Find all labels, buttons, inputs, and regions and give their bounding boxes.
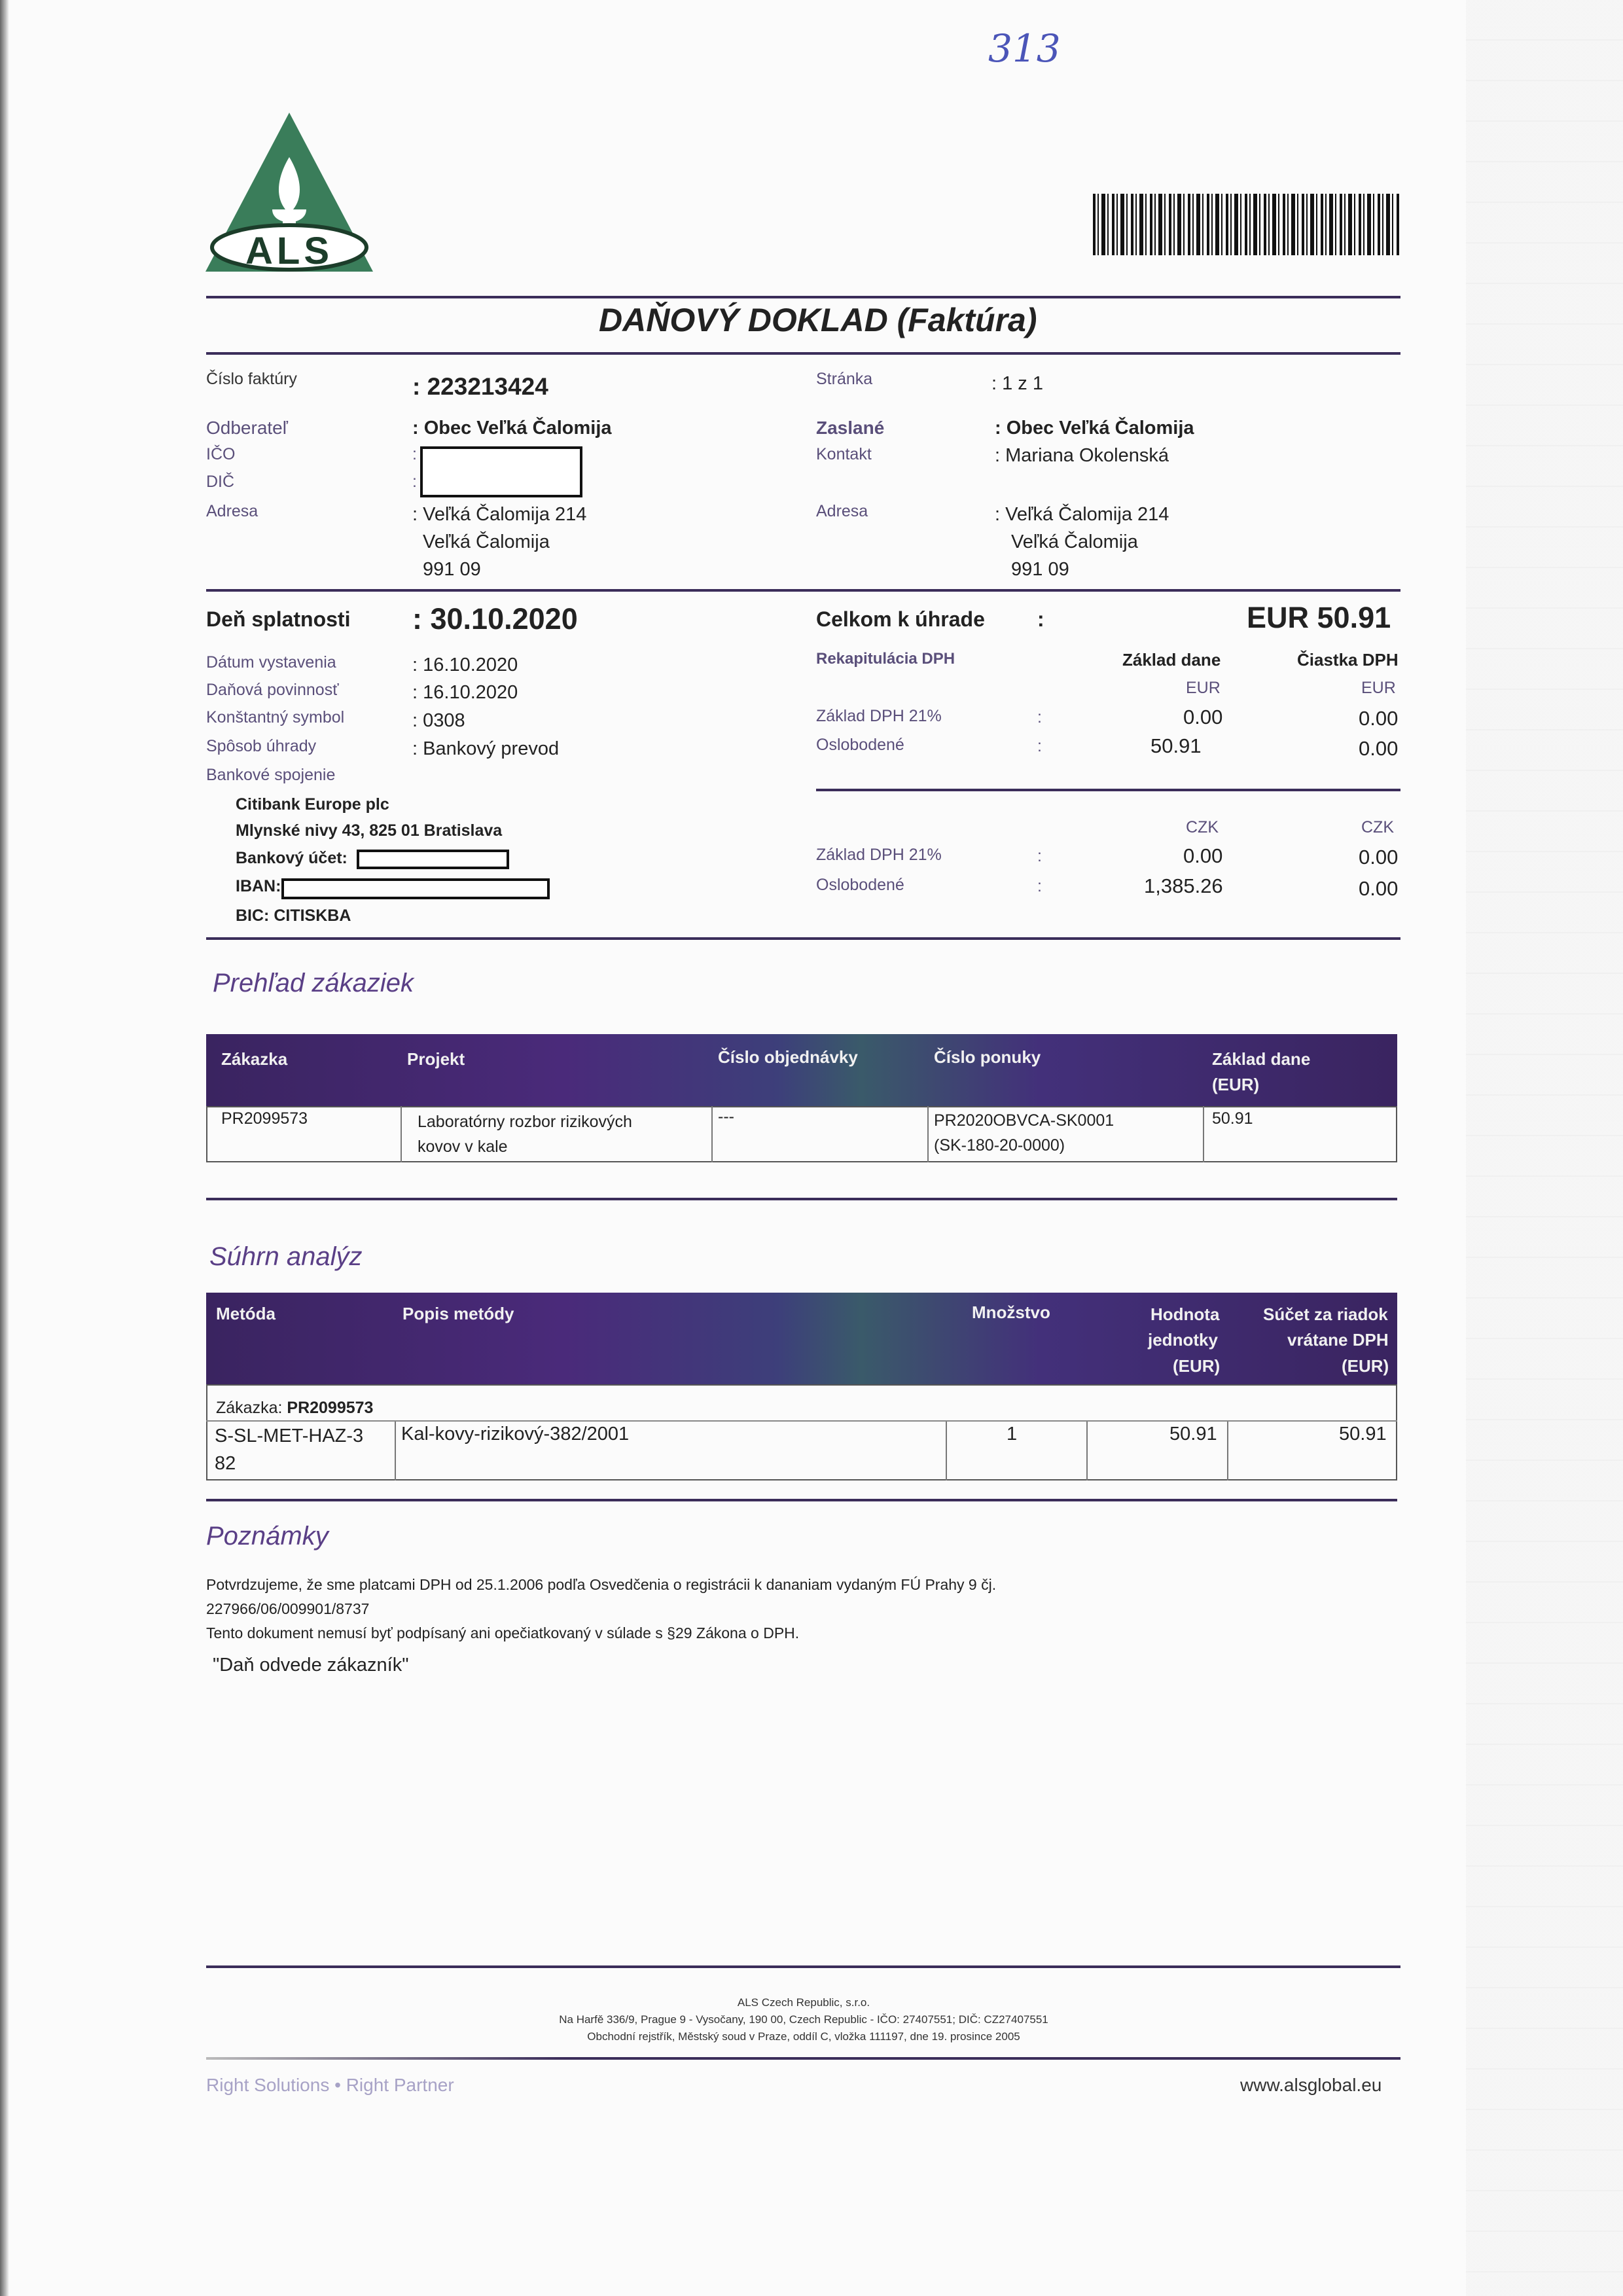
orders-section-title: Prehľad zákaziek (213, 969, 414, 997)
document-title: DAŇOVÝ DOKLAD (Faktúra) (599, 302, 1037, 338)
title-bottom-rule (206, 352, 1400, 355)
vat-eur-row-1-colon: : (1037, 708, 1042, 726)
vat-czk-row-1-colon: : (1037, 847, 1042, 865)
vat-eur-row-2-base: 50.91 (1150, 734, 1202, 757)
sent-value: : Obec Veľká Čalomija (995, 418, 1194, 439)
address2-line-1: : Veľká Čalomija 214 (995, 504, 1169, 525)
redacted-ico-dic (420, 446, 582, 497)
orders-header-po: Číslo objednávky (718, 1047, 858, 1067)
vat-eur-row-1-label: Základ DPH 21% (816, 707, 942, 725)
symbol-value: : 0308 (412, 710, 465, 731)
vat-base-header: Základ dane (1122, 650, 1221, 670)
logo-text: ALS (245, 230, 333, 272)
orders-col-sep-4 (1203, 1106, 1204, 1162)
bic: BIC: CITISKBA (236, 906, 351, 925)
orders-cell-project-2: kovov v kale (418, 1138, 508, 1156)
handwritten-page-number: 313 (988, 26, 1061, 71)
barcode (1093, 194, 1400, 255)
customer-name: Obec Veľká Čalomija (423, 418, 612, 439)
address-line-1: : Veľká Čalomija 214 (412, 504, 587, 525)
address2-line-3: 991 09 (1011, 559, 1069, 580)
vat-eur-row-1-base: 0.00 (1183, 706, 1223, 728)
due-label: Deň splatnosti (206, 607, 351, 631)
header-divider (206, 589, 1400, 592)
vat-eur-vat-unit: EUR (1361, 679, 1396, 697)
orders-cell-po: --- (718, 1107, 734, 1126)
vat-czk-row-2-label: Oslobodené (816, 876, 904, 894)
footer-bottom-rule (206, 2057, 1400, 2060)
dic-label: DIČ (206, 473, 235, 491)
issue-date-label: Dátum vystavenia (206, 653, 336, 672)
customer-value: : Obec Veľká Čalomija (412, 418, 612, 439)
issue-date-value: : 16.10.2020 (412, 655, 518, 675)
vat-czk-row-2-vat: 0.00 (1359, 877, 1399, 900)
vat-eur-base-unit: EUR (1186, 679, 1221, 697)
bank-account-label: Bankový účet: (236, 849, 348, 867)
bank-name: Citibank Europe plc (236, 795, 389, 814)
vat-divider (816, 789, 1400, 791)
orders-cell-order: PR2099573 (221, 1109, 308, 1128)
method-value: : Bankový prevod (412, 738, 560, 759)
bank-label: Bankové spojenie (206, 766, 336, 784)
total-value: EUR 50.91 (1247, 601, 1391, 634)
footer-company: ALS Czech Republic, s.r.o. (737, 1996, 870, 2009)
vat-czk-row-2-colon: : (1037, 877, 1042, 895)
footer-slogan: Right Solutions • Right Partner (206, 2075, 454, 2095)
total-label: Celkom k úhrade (816, 607, 985, 631)
analyses-cell-description: Kal-kovy-rizikový-382/2001 (401, 1424, 630, 1444)
address-label: Adresa (206, 502, 259, 520)
address2-line-2: Veľká Čalomija (1011, 531, 1138, 552)
invoice-number-label: Číslo faktúry (206, 370, 297, 388)
redacted-iban (281, 878, 550, 899)
address2-label: Adresa (816, 502, 868, 520)
vat-czk-row-1-vat: 0.00 (1359, 846, 1399, 869)
orders-cell-offer-2: (SK-180-20-0000) (934, 1136, 1065, 1155)
orders-header-base-unit: (EUR) (1212, 1075, 1260, 1094)
analyses-col-sep-4 (1227, 1422, 1228, 1480)
bank-address: Mlynské nivy 43, 825 01 Bratislava (236, 821, 503, 840)
contact-label: Kontakt (816, 445, 872, 463)
ico-label: IČO (206, 445, 236, 463)
vat-eur-row-1-vat: 0.00 (1359, 707, 1399, 730)
analyses-section-title: Súhrn analýz (209, 1242, 363, 1271)
analyses-order-sep (206, 1420, 1397, 1422)
tax-date-value: : 16.10.2020 (412, 682, 518, 703)
analyses-table-body (206, 1384, 1397, 1480)
scan-edge-left (0, 0, 9, 2296)
analyses-col-sep-2 (946, 1422, 947, 1480)
footer-registry: Obchodní rejstřík, Městský soud v Praze, oddíl C, vložka 111197, dne 19. prosince 2005 (587, 2030, 1020, 2043)
orders-table-header (206, 1034, 1397, 1107)
orders-header-offer: Číslo ponuky (934, 1047, 1041, 1067)
invoice-number-value: 223213424 (427, 373, 548, 400)
analyses-order-value: PR2099573 (287, 1399, 374, 1417)
vat-czk-vat-unit: CZK (1361, 818, 1394, 836)
vat-czk-base-unit: CZK (1186, 818, 1219, 836)
contact-value: : Mariana Okolenská (995, 445, 1169, 466)
notes-quote: "Daň odvede zákazník" (213, 1655, 409, 1676)
vat-eur-row-2-label: Oslobodené (816, 736, 904, 754)
customer-label: Odberateľ (206, 418, 288, 438)
tax-date-label: Daňová povinnosť (206, 681, 339, 699)
orders-col-sep-2 (711, 1106, 713, 1162)
orders-header-order: Zákazka (221, 1049, 288, 1069)
analyses-bottom-rule (206, 1499, 1397, 1501)
vat-title: Rekapitulácia DPH (816, 650, 955, 668)
footer-top-rule (206, 1965, 1400, 1968)
vat-amount-header: Čiastka DPH (1297, 650, 1399, 670)
analyses-order-label: Zákazka: (216, 1399, 283, 1417)
analyses-col-sep-3 (1086, 1422, 1088, 1480)
address-line-2: Veľká Čalomija (423, 531, 550, 552)
analyses-cell-method-2: 82 (215, 1453, 236, 1474)
vat-eur-row-2-vat: 0.00 (1359, 737, 1399, 760)
vat-czk-row-1-label: Základ DPH 21% (816, 846, 942, 864)
als-logo (204, 111, 374, 275)
orders-header-base: Základ dane (1212, 1049, 1311, 1069)
analyses-order (216, 1399, 373, 1418)
analyses-cell-line-total: 50.91 (1339, 1424, 1387, 1444)
analyses-header-total-3: (EUR) (1342, 1356, 1389, 1376)
address-line-3: 991 09 (423, 559, 481, 580)
orders-cell-offer-1: PR2020OBVCA-SK0001 (934, 1111, 1115, 1130)
scan-edge-right (1466, 0, 1623, 2296)
notes-line-2: 227966/06/009901/8737 (206, 1600, 370, 1617)
page-value: : 1 z 1 (991, 373, 1043, 394)
analyses-header-quantity: Množstvo (972, 1302, 1050, 1322)
footer-address: Na Harfě 336/9, Prague 9 - Vysočany, 190 00, Czech Republic - IČO: 27407551; DIČ: CZ27407551 (559, 2013, 1048, 2026)
analyses-header-description: Popis metódy (402, 1304, 514, 1323)
method-label: Spôsob úhrady (206, 737, 317, 755)
footer-website[interactable]: www.alsglobal.eu (1240, 2075, 1382, 2095)
orders-cell-project-1: Laboratórny rozbor rizikových (418, 1113, 632, 1131)
notes-section-title: Poznámky (206, 1522, 329, 1551)
analyses-header-unit-1: Hodnota (1150, 1304, 1220, 1324)
invoice-number (412, 373, 548, 401)
page-label: Stránka (816, 370, 873, 388)
vat-czk-row-1-base: 0.00 (1183, 844, 1223, 867)
orders-col-sep-1 (401, 1106, 402, 1162)
sent-label: Zaslané (816, 418, 885, 438)
title-top-rule (206, 296, 1400, 298)
total-colon: : (1037, 607, 1044, 631)
analyses-cell-quantity: 1 (1007, 1424, 1018, 1444)
payment-divider (206, 937, 1400, 940)
analyses-header-unit-3: (EUR) (1173, 1356, 1221, 1376)
analyses-header-total-1: Súčet za riadok (1263, 1304, 1388, 1324)
notes-line-1: Potvrdzujeme, že sme platcami DPH od 25.1.2006 podľa Osvedčenia o registrácii k dananiam vydaným FÚ Prahy 9 čj. (206, 1576, 997, 1593)
analyses-header-unit-2: jednotky (1148, 1330, 1218, 1350)
orders-cell-base: 50.91 (1212, 1109, 1253, 1128)
analyses-col-sep-1 (395, 1422, 396, 1480)
due-value: : 30.10.2020 (412, 602, 578, 636)
notes-line-3: Tento dokument nemusí byť podpísaný ani opečiatkovaný v súlade s §29 Zákona o DPH. (206, 1624, 800, 1641)
analyses-header-method: Metóda (216, 1304, 276, 1323)
redacted-bank-account (357, 850, 509, 869)
analyses-cell-unit-value: 50.91 (1169, 1424, 1217, 1444)
symbol-label: Konštantný symbol (206, 708, 345, 726)
vat-eur-row-2-colon: : (1037, 737, 1042, 755)
colon-dic: : (412, 473, 417, 491)
vat-czk-row-2-base: 1,385.26 (1144, 874, 1223, 897)
orders-bottom-rule (206, 1198, 1397, 1200)
colon-ico: : (412, 445, 417, 463)
analyses-header-total-2: vrátane DPH (1287, 1330, 1389, 1350)
colon: : (412, 373, 427, 400)
orders-header-project: Projekt (407, 1049, 465, 1069)
iban-label: IBAN: (236, 877, 281, 895)
orders-col-sep-3 (927, 1106, 929, 1162)
analyses-cell-method-1: S-SL-MET-HAZ-3 (215, 1426, 364, 1446)
